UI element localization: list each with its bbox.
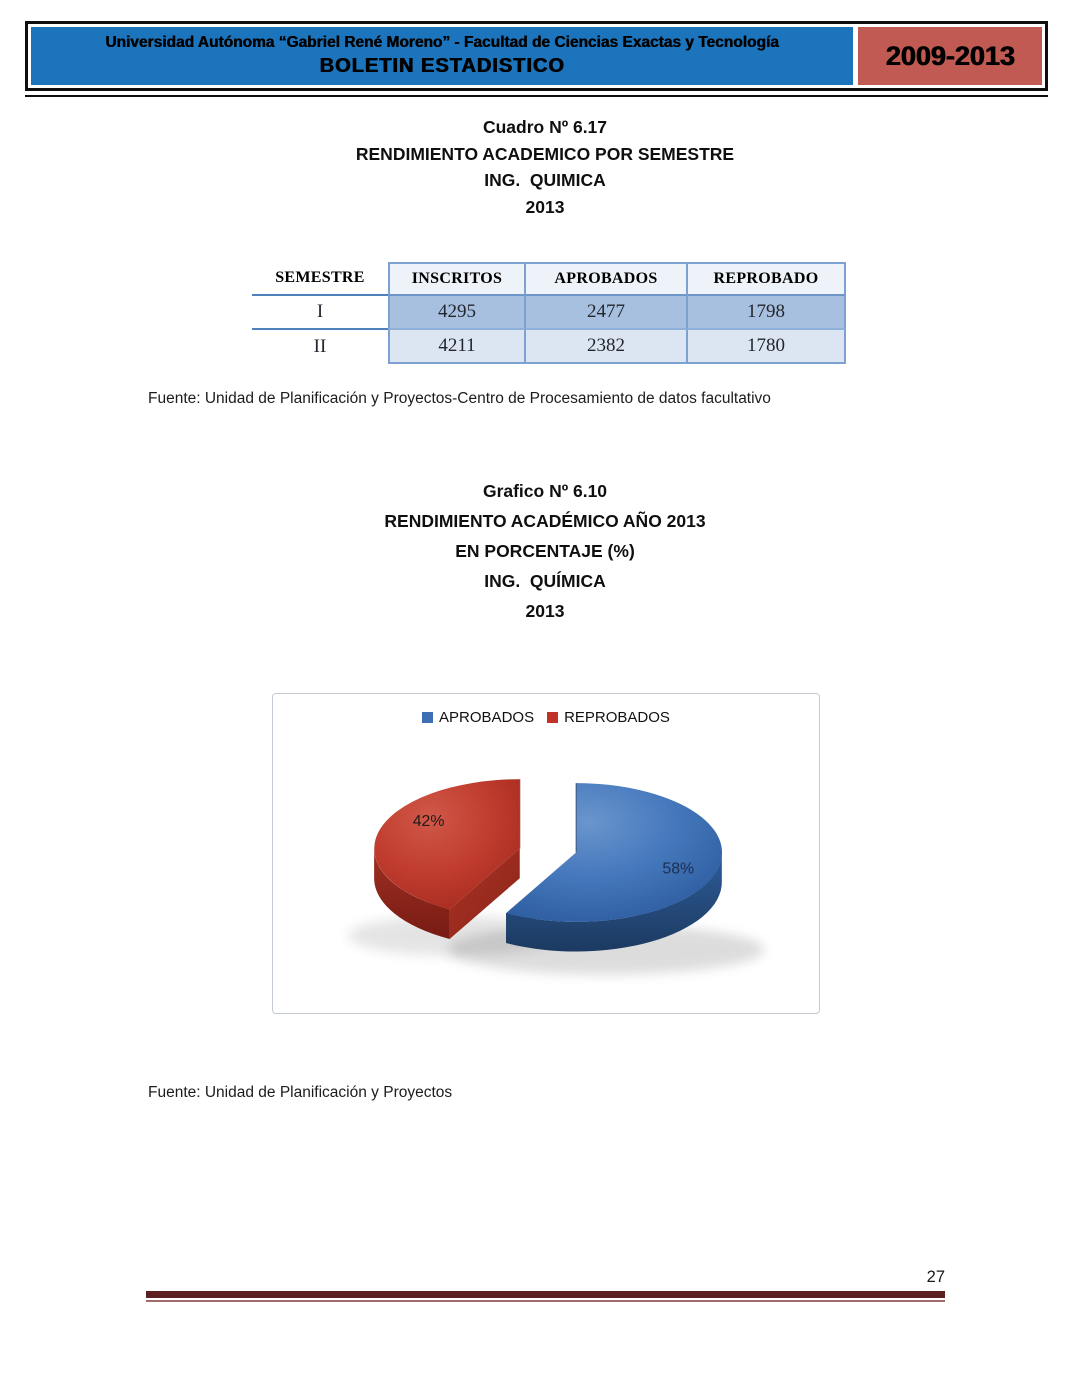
header-banner	[25, 21, 1048, 91]
university-name: Universidad Autónoma “Gabriel René Moreno” - Facultad de Ciencias Exactas y Tecnología	[105, 34, 779, 51]
footer-rule	[146, 1291, 945, 1302]
footer-rule-thin	[146, 1300, 945, 1302]
chart-section-title	[20, 476, 1070, 626]
header-period-box	[858, 27, 1042, 85]
period-label: 2009-2013	[885, 40, 1015, 71]
table-section-title	[20, 114, 1070, 220]
table-title-line: 2013	[525, 196, 565, 217]
legend-label-reprobados: REPROBADOS	[564, 709, 670, 726]
chart-title-line: ING. QUÍMICA	[484, 571, 606, 591]
header-underline	[25, 95, 1048, 97]
header-blue-panel	[31, 27, 853, 85]
col-header-semestre: SEMESTRE	[252, 262, 388, 296]
table-cell-semestre-1: I	[252, 296, 388, 330]
page-number: 27	[926, 1268, 945, 1286]
pie-chart-frame	[272, 693, 820, 1014]
table-title-line: ING. QUIMICA	[484, 170, 606, 190]
legend-item-aprobados	[422, 709, 534, 726]
chart-title-line: RENDIMIENTO ACADÉMICO AÑO 2013	[384, 511, 706, 531]
legend-swatch-red-icon	[547, 712, 558, 723]
pie-label-aprobados: 58%	[662, 860, 695, 878]
table-source-note: Fuente: Unidad de Planificación y Proyectos-Centro de Procesamiento de datos facultativo	[148, 390, 771, 407]
legend-label-aprobados: APROBADOS	[439, 709, 535, 726]
table-cell-semestre-2: II	[313, 336, 327, 357]
semester-performance-table	[252, 262, 846, 364]
col-header-aprobados: APROBADOS	[526, 262, 688, 296]
footer-rule-thick	[146, 1291, 945, 1298]
table-cell-reprobado-1: 1798	[688, 296, 846, 330]
pie-label-reprobados: 42%	[412, 812, 445, 830]
table-title-line: Cuadro Nº 6.17	[482, 117, 608, 137]
chart-title-line: Grafico Nº 6.10	[482, 481, 608, 501]
pie-slice-reprobados	[374, 779, 520, 939]
legend-swatch-blue-icon	[422, 712, 433, 723]
table-cell-aprobados-2: 2382	[526, 330, 688, 364]
table-cell-aprobados-1: 2477	[526, 296, 688, 330]
bulletin-title: BOLETIN ESTADISTICO	[319, 55, 565, 77]
table-cell-inscritos-1: 4295	[388, 296, 526, 330]
table-cell-inscritos-2: 4211	[388, 330, 526, 364]
chart-title-line: EN PORCENTAJE (%)	[455, 541, 635, 561]
legend-item-reprobados	[547, 709, 670, 726]
chart-source-note: Fuente: Unidad de Planificación y Proyectos	[148, 1084, 453, 1101]
col-header-inscritos: INSCRITOS	[388, 262, 526, 296]
table-cell-reprobado-2: 1780	[688, 330, 846, 364]
chart-title-line: 2013	[525, 601, 565, 621]
chart-legend	[273, 709, 819, 726]
col-header-reprobado: REPROBADO	[688, 262, 846, 296]
table-title-line: RENDIMIENTO ACADEMICO POR SEMESTRE	[355, 143, 735, 164]
pie-chart-3d	[273, 694, 818, 1012]
